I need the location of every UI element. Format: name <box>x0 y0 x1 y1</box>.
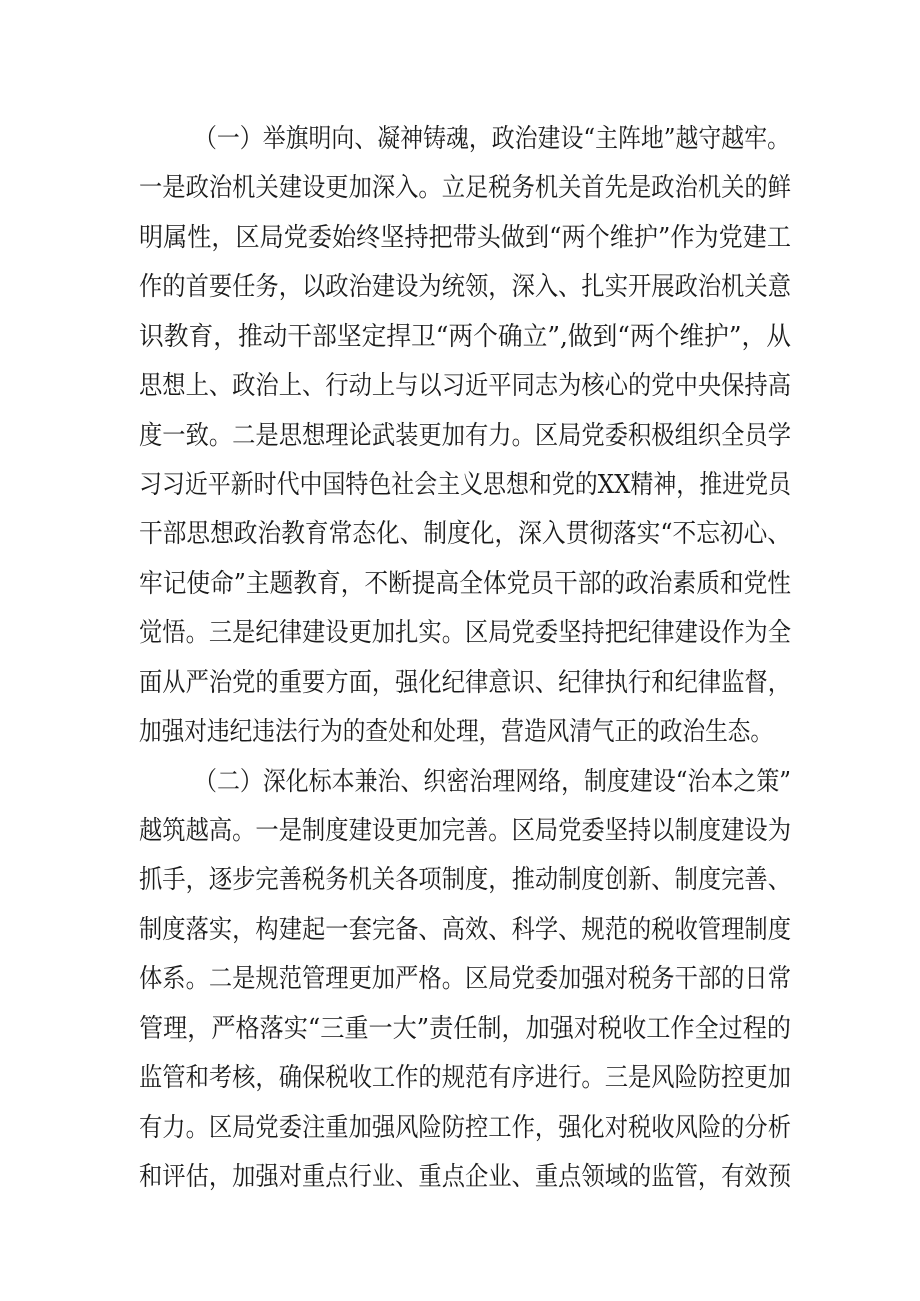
text-line-content: 制度落实，构建起一套完备、高效、科学、规范的税收管理制度 <box>139 915 792 945</box>
text-line-content: 牢记使命”主题教育，不断提高全体党员干部的政治素质和党性 <box>139 569 791 599</box>
text-line-content: 明属性，区局党委始终坚持把带头做到“两个维护”作为党建工 <box>139 223 792 253</box>
text-line <box>0 564 920 604</box>
text-line-content: 抓手，逐步完善税务机关各项制度，推动制度创新、制度完善、 <box>139 865 792 895</box>
text-line <box>0 1009 920 1049</box>
text-line <box>0 168 920 208</box>
text-line <box>0 712 920 752</box>
text-line <box>0 910 920 950</box>
text-line <box>0 613 920 653</box>
text-line-content: 越筑越高。一是制度建设更加完善。区局党委坚持以制度建设为 <box>139 816 792 846</box>
text-line-content: （二）深化标本兼治、织密治理网络，制度建设“治本之策” <box>194 767 792 797</box>
text-line-content: 干部思想政治教育常态化、制度化，深入贯彻落实“不忘初心、 <box>139 519 791 549</box>
text-line-content: 监管和考核，确保税收工作的规范有序进行。三是风险防控更加 <box>139 1063 792 1093</box>
text-line-content: 习习近平新时代中国特色社会主义思想和党的XX精神，推进党员 <box>139 470 791 500</box>
text-line <box>0 1058 920 1098</box>
text-line <box>0 811 920 851</box>
text-line-content: 作的首要任务，以政治建设为统领，深入、扎实开展政治机关意 <box>139 272 792 302</box>
text-line-content: 管理，严格落实“三重一大”责任制，加强对税收工作全过程的 <box>139 1014 792 1044</box>
text-line <box>0 959 920 999</box>
text-line-content: 觉悟。三是纪律建设更加扎实。区局党委坚持把纪律建设作为全 <box>139 618 792 648</box>
text-line <box>0 218 920 258</box>
text-line <box>0 317 920 357</box>
text-line-content: 面从严治党的重要方面，强化纪律意识、纪律执行和纪律监督， <box>139 668 792 698</box>
text-line <box>0 366 920 406</box>
text-line <box>0 416 920 456</box>
text-line-content: 和评估，加强对重点行业、重点企业、重点领域的监管，有效预 <box>139 1162 792 1192</box>
text-line <box>0 1157 920 1197</box>
text-line <box>0 465 920 505</box>
text-line-content: 度一致。二是思想理论武装更加有力。区局党委积极组织全员学 <box>139 421 792 451</box>
text-line <box>0 860 920 900</box>
text-line <box>0 762 920 802</box>
text-line <box>0 1108 920 1148</box>
text-line <box>0 514 920 554</box>
text-line-content: 体系。二是规范管理更加严格。区局党委加强对税务干部的日常 <box>139 964 792 994</box>
text-line <box>0 663 920 703</box>
text-line-content: 加强对违纪违法行为的查处和处理，营造风清气正的政治生态。 <box>139 717 774 747</box>
text-line <box>0 267 920 307</box>
text-line-content: 识教育，推动干部坚定捍卫“两个确立”,做到“两个维护”，从 <box>139 322 791 352</box>
text-line <box>0 119 920 159</box>
text-line-content: （一）举旗明向、凝神铸魂，政治建设“主阵地”越守越牢。 <box>194 124 791 154</box>
text-line-content: 一是政治机关建设更加深入。立足税务机关首先是政治机关的鲜 <box>139 173 792 203</box>
text-line-content: 思想上、政治上、行动上与以习近平同志为核心的党中央保持高 <box>139 371 792 401</box>
text-line-content: 有力。区局党委注重加强风险防控工作，强化对税收风险的分析 <box>139 1113 792 1143</box>
